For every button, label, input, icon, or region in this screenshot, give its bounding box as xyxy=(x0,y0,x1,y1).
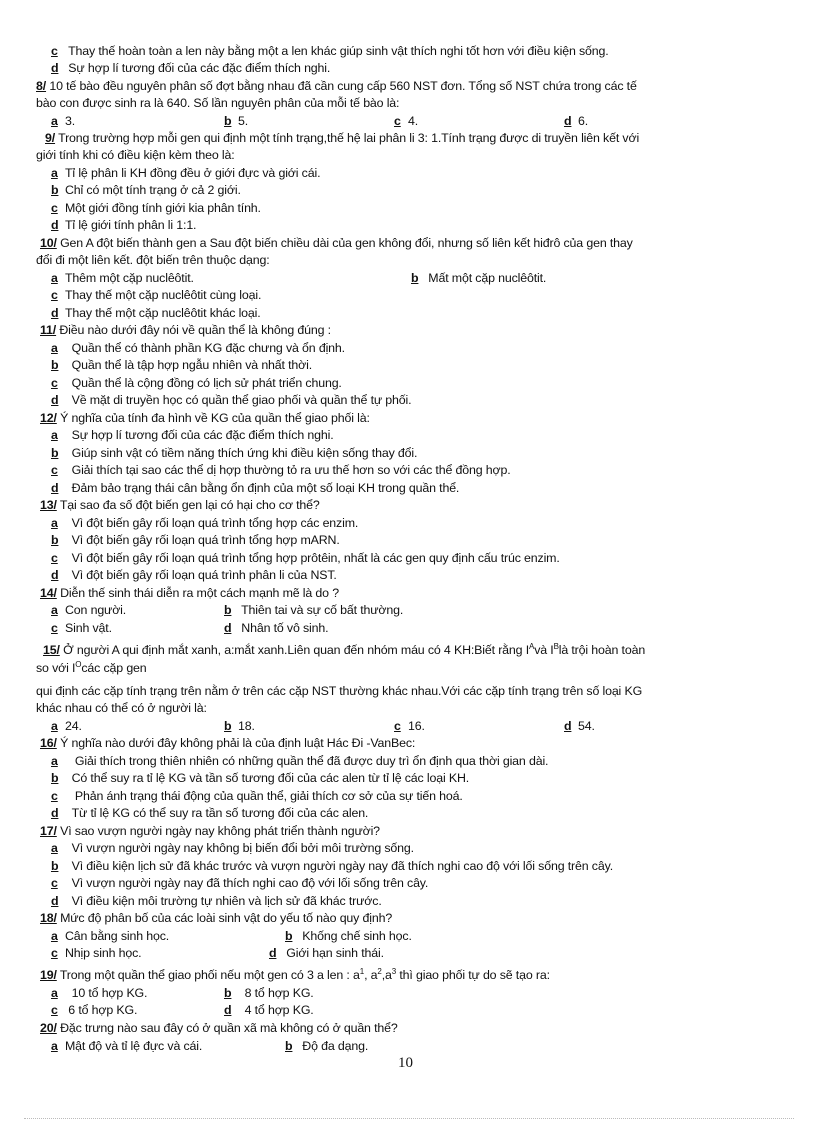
question-line: 12/ Ý nghĩa của tính đa hình về KG của quần thể giao phối là: xyxy=(40,411,370,425)
option-line: a Vì vượn người ngày nay không bị biến đổi bởi môi trường sống. xyxy=(51,841,414,855)
option-text: Sự hợp lí tương đối của các đặc điểm thích nghi. xyxy=(68,61,331,75)
question-text: bào con được sinh ra là 640. Số lần nguyên phân của mỗi tế bào là: xyxy=(36,96,400,110)
option-line: b Vì điều kiện lịch sử đã khác trước và vượn người ngày nay đã thích nghi cao độ với lối sống trên cây. xyxy=(51,859,613,873)
question-text: 10 tế bào đều nguyên phân số đợt bằng nhau đã cần cung cấp 560 NST đơn. Tổng số NST chứa trong các tế xyxy=(46,79,637,93)
option-line: a Vì đột biến gây rối loạn quá trình tổng hợp các enzim. xyxy=(51,516,359,530)
question-line: so với $I^Ocác$ cặp gen xyxy=(36,660,147,676)
option-row: a Cân bằng sinh học. b Khống chế sinh học. xyxy=(51,929,412,943)
option-line: a Giải thích trong thiên nhiên có những quần thể đã được duy trì ổn định qua thời gian dài. xyxy=(51,754,549,768)
option-line: b Giúp sinh vật có tiềm năng thích ứng khi điều kiện sống thay đổi. xyxy=(51,446,418,460)
question-line: 15/ Ở người A qui định mắt xanh, a:mắt xanh.Liên quan đến nhóm máu có 4 KH:Biết rằng $I^Avà$ $I^Blà$ trội hoàn toàn xyxy=(43,642,646,658)
option-line: c Quần thể là cộng đồng có lịch sử phát triển chung. xyxy=(51,376,342,390)
option-row: a 10 tổ hợp KG. b 8 tổ hợp KG. xyxy=(51,986,314,1000)
option-line: b Chỉ có một tính trạng ở cả 2 giới. xyxy=(51,183,241,197)
option-line: d Từ tỉ lệ KG có thể suy ra tần số tương đối của các alen. xyxy=(51,806,369,820)
option-line: a Tỉ lệ phân li KH đồng đều ở giới đực và giới cái. xyxy=(51,166,321,180)
question-line: giới tính khi có điều kiện kèm theo là: xyxy=(36,148,235,162)
question-line: 11/ Điều nào dưới đây nói về quần thể là không đúng : xyxy=(40,323,331,337)
option-key: d xyxy=(51,61,59,75)
page-number: 10 xyxy=(398,1055,413,1071)
question-line: qui định các cặp tính trạng trên nằm ở trên các cặp NST thường khác nhau.Với các cặp tính trạng trên số loại KG xyxy=(36,684,643,698)
option-row: a Con người. b Thiên tai và sự cố bất thường. xyxy=(51,603,404,617)
question-line: 16/ Ý nghĩa nào dưới đây không phải là của định luật Hác Đi -VanBec: xyxy=(40,736,416,750)
option-line: d Đảm bảo trạng thái cân bằng ổn định của một số loại KH trong quần thể. xyxy=(51,481,460,495)
option-line: d Thay thế một cặp nuclêôtit khác loại. xyxy=(51,306,261,320)
question-line: 9/ Trong trường hợp mỗi gen qui định một tính trạng,thế hệ lai phân li 3: 1.Tính trạng được di truyền liên kết với xyxy=(45,131,640,145)
question-line: khác nhau có thể có ở người là: xyxy=(36,701,207,715)
option-line: c Thay thế một cặp nuclêôtit cùng loại. xyxy=(51,288,262,302)
option-row: c Nhịp sinh học. d Giới hạn sinh thái. xyxy=(51,946,384,960)
question-line: 20/ Đặc trưng nào sau đây có ở quần xã mà không có ở quần thể? xyxy=(40,1021,398,1035)
option-line: d Tỉ lệ giới tính phân li 1:1. xyxy=(51,218,197,232)
question-line: 14/ Diễn thế sinh thái diễn ra một cách mạnh mẽ là do ? xyxy=(40,586,339,600)
option-row: c Sinh vật. d Nhân tố vô sinh. xyxy=(51,621,329,635)
option-line: d Vì đột biến gây rối loạn quá trình phân li của NST. xyxy=(51,568,337,582)
question-line: 19/ Trong một quần thể giao phối nếu một gen có 3 a len : $a^1$, $a^2,a^3$ thì giao phối tự do sẽ tạo ra: xyxy=(40,967,550,983)
option-text: Thay thế hoàn toàn a len này bằng một a len khác giúp sinh vật thích nghi tốt hơn với điều kiện sống. xyxy=(68,44,609,58)
question-line: 13/ Tại sao đa số đột biến gen lại có hại cho cơ thể? xyxy=(40,498,320,512)
option-line: c Vì đột biến gây rối loạn quá trình tổng hợp prôtêin, nhất là các gen quy định cấu trúc enzim. xyxy=(51,551,560,565)
option-line: a Quần thể có thành phần KG đặc chưng và ổn định. xyxy=(51,341,345,355)
option-line: d Vì điều kiện môi trường tự nhiên và lịch sử đã khác trước. xyxy=(51,894,382,908)
question-line: 10/ Gen A đột biến thành gen a Sau đột biến chiều dài của gen không đổi, nhưng số liên kết hiđrô của gen thay xyxy=(40,236,633,250)
option-key: c xyxy=(51,44,58,58)
option-line: c Giải thích tại sao các thể dị hợp thường tỏ ra ưu thế hơn so với các thể đồng hợp. xyxy=(51,463,511,477)
option-line: c Vì vượn người ngày nay đã thích nghi cao độ với lối sống trên cây. xyxy=(51,876,429,890)
footer-divider xyxy=(24,1118,794,1119)
option-row: a Thêm một cặp nuclêôtit. b Mất một cặp nuclêôtit. xyxy=(51,271,547,285)
question-line: 18/ Mức độ phân bố của các loài sinh vật do yếu tố nào quy định? xyxy=(40,911,393,925)
option: b 5. xyxy=(224,114,249,128)
option-line: b Vì đột biến gây rối loạn quá trình tổng hợp mARN. xyxy=(51,533,340,547)
question-number: 8/ xyxy=(36,79,47,93)
option-line: b Có thể suy ra tỉ lệ KG và tần số tương đối của các alen từ tỉ lệ các loại KH. xyxy=(51,771,470,785)
option-line xyxy=(51,60,330,77)
option-line: d Về mặt di truyền học có quần thể giao phối và quần thể tự phối. xyxy=(51,393,412,407)
option-row: c 6 tổ hợp KG. d 4 tổ hợp KG. xyxy=(51,1003,314,1017)
option-row: a Mật độ và tỉ lệ đực và cái. b Độ đa dạng. xyxy=(51,1039,369,1053)
document-page: c Thay thế hoàn toàn a len này bằng một a len khác giúp sinh vật thích nghi tốt hơn với điều kiện sống. d Sự hợp lí tương đối của các đặc điểm thích nghi. 8/ 10 tế bào đều nguyên phân số đợt bằng nhau đã cần cung cấp 560 NST đơn. Tổng số NST chứa trong các tế bào con được sinh ra là 640. Số lần nguyên phân của mỗi tế bào là: a 3. b 5. c 4. d 6. 9/ Trong trường hợp mỗi gen qui định một tính trạng,thế hệ lai phân li 3: 1.Tính trạng được di truyền liên kết với giới tính khi có điều kiện kèm theo là: a Tỉ lệ phân li KH đồng đều ở giới đực và giới cái. b Chỉ có một tính trạng ở cả 2 giới. c Một giới đồng tính giới kia phân tính. d Tỉ lệ giới tính phân li 1:1. 10/ Gen A đột biến thành gen a Sau đột biến chiều dài của gen không đổi, nhưng số liên kết hiđrô của gen thay đổi đi một liên kết. đột biến trên thuộc dạng: a Thêm một cặp nuclêôtit. b Mất một cặp nuclêôtit. c Thay thế một cặp nuclêôtit cùng loại. d Thay thế một cặp nuclêôtit khác loại. 11/ Điều nào dưới đây nói về quần thể là không đúng : a Quần thể có thành phần KG đặc chưng và ổn định. b Quần thể là tập hợp ngẫu nhiên và nhất thời. c Quần thể là cộng đồng có lịch sử phát triển chung. d Về mặt di truyền học có quần thể giao phối và quần thể tự phối. 12/ Ý nghĩa của tính đa hình về KG của quần thể giao phối là: a Sự hợp lí tương đối của các đặc điểm thích nghi. b Giúp sinh vật có tiềm năng thích ứng khi điều kiện sống thay đổi. c Giải thích tại sao các thể dị hợp thường tỏ ra ưu thế hơn so với các thể đồng hợp. d Đảm bảo trạng thái cân bằng ổn định của một số loại KH trong quần thể. 13/ Tại sao đa số đột biến gen lại có hại cho cơ thể? a Vì đột biến gây rối loạn quá trình tổng hợp các enzim. b Vì đột biến gây rối loạn quá trình tổng hợp mARN. c Vì đột biến gây rối loạn quá trình tổng hợp prôtêin, nhất là các gen quy định cấu trúc enzim. d Vì đột biến gây rối loạn quá trình phân li của NST. 14/ Diễn thế sinh thái diễn ra một cách mạnh mẽ là do ? a Con người. b Thiên tai và sự cố bất thường. c Sinh vật. d Nhân tố vô sinh. 15/ Ở người A qui định mắt xanh, a:mắt xanh.Liên quan đến nhóm máu có 4 KH:Biết rằng $I^Avà$ $I^Blà$ trội hoàn toàn so với $I^Ocác$ cặp gen qui định các cặp tính trạng trên nằm ở trên các cặp NST thường khác nhau.Với các cặp tính trạng trên số loại KG khác nhau có thể có ở người là: a 24. b 18. c 16. d 54. 16/ Ý nghĩa nào dưới đây không phải là của định luật Hác Đi -VanBec: a Giải thích trong thiên nhiên có những quần thể đã được duy trì ổn định qua thời gian dài. b Có thể suy ra tỉ lệ KG và tần số tương đối của các alen từ tỉ lệ các loại KH. c Phản ánh trạng thái động của quần thể, giải thích cơ sở của sự tiến hoá. d Từ tỉ lệ KG có thể suy ra tần số tương đối của các alen. 17/ Vì sao vượn người ngày nay không phát triển thành người? a Vì vượn người ngày nay không bị biến đổi bởi môi trường sống. b Vì điều kiện lịch sử đã khác trước và vượn người ngày nay đã thích nghi cao độ với lối sống trên cây. c Vì vượn người ngày nay đã thích nghi cao độ với lối sống trên cây. d Vì điều kiện môi trường tự nhiên và lịch sử đã khác trước. 18/ Mức độ phân bố của các loài sinh vật do yếu tố nào quy định? a Cân bằng sinh học. b Khống chế sinh học. c Nhịp sinh học. d Giới hạn sinh thái. 19/ Trong một quần thể giao phối nếu một gen có 3 a len : $a^1$, $a^2,a^3$ thì giao phối tự do sẽ tạo ra: a 10 tổ hợp KG. b 8 tổ hợp KG. c 6 tổ hợp KG. d 4 tổ hợp KG. 20/ Đặc trưng nào sau đây có ở quần xã mà không có ở quần thể? a Mật độ và tỉ lệ đực và cái. b Độ đa dạng. 10 xyxy=(0,0,816,1123)
question-line xyxy=(36,95,399,112)
option-line xyxy=(51,43,609,60)
question-line: đổi đi một liên kết. đột biến trên thuộc dạng: xyxy=(36,253,270,267)
option: d 6. xyxy=(564,114,589,128)
option-line: c Một giới đồng tính giới kia phân tính. xyxy=(51,201,261,215)
question-line xyxy=(36,78,637,95)
option-line: a Sự hợp lí tương đối của các đặc điểm thích nghi. xyxy=(51,428,334,442)
option: a 3. xyxy=(51,114,76,128)
option: c 4. xyxy=(394,114,419,128)
option-line: b Quần thể là tập hợp ngẫu nhiên và nhất thời. xyxy=(51,358,313,372)
question-line: 17/ Vì sao vượn người ngày nay không phát triển thành người? xyxy=(40,824,380,838)
option-line: c Phản ánh trạng thái động của quần thể, giải thích cơ sở của sự tiến hoá. xyxy=(51,789,463,803)
